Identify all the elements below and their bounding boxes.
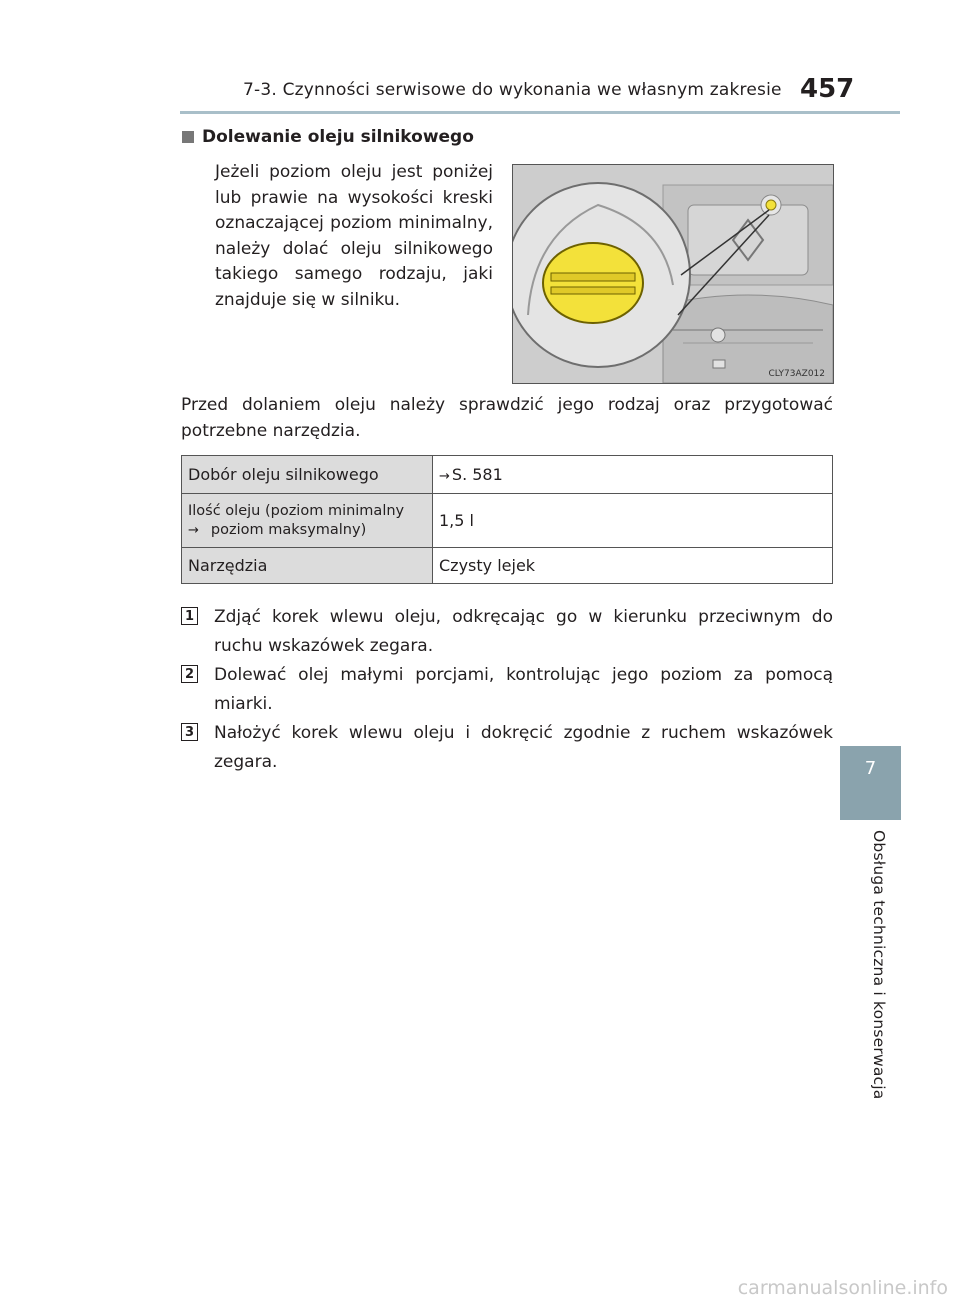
table-cell-value: 1,5 l	[433, 494, 833, 548]
step-number-badge: 2	[181, 665, 198, 683]
step-number-badge: 3	[181, 723, 198, 741]
figure-code: CLY73AZ012	[768, 369, 825, 379]
step-text: Nałożyć korek wlewu oleju i dokręcić zgodnie z ruchem wskazówek zegara.	[214, 723, 833, 772]
page-number: 457	[800, 74, 855, 104]
step-text: Dolewać olej małymi porcjami, kontrolując jego poziom za pomocą miarki.	[214, 665, 833, 714]
table-row	[182, 548, 833, 584]
table-cell-label: Narzędzia	[182, 548, 433, 584]
step-item	[181, 661, 833, 719]
section-heading	[182, 127, 474, 147]
engine-oil-cap-figure	[512, 164, 834, 384]
step-number-badge: 1	[181, 607, 198, 625]
watermark: carmanualsonline.info	[737, 1277, 948, 1299]
table-cell-value	[433, 456, 833, 494]
arrow-icon: →	[439, 469, 450, 484]
table-cell-label	[182, 494, 433, 548]
step-text: Zdjąć korek wlewu oleju, odkręcając go w kierunku przeciwnym do ruchu wskazówek zegara.	[214, 607, 833, 656]
chapter-label: Obsługa techniczna i konserwacja	[870, 830, 888, 1100]
step-item	[181, 603, 833, 661]
table-cell-value: Czysty lejek	[433, 548, 833, 584]
running-header-title: 7-3. Czynności serwisowe do wykonania we własnym zakresie	[243, 80, 782, 100]
preparation-paragraph: Przed dolaniem oleju należy sprawdzić jego rodzaj oraz przygotować potrzebne narzędzia.	[181, 395, 833, 441]
chapter-number: 7	[864, 758, 877, 779]
header-rule	[180, 111, 900, 114]
page-reference-link[interactable]: S. 581	[451, 465, 503, 484]
table-cell-label: Dobór oleju silnikowego	[182, 456, 433, 494]
label-line: poziom maksymalny)	[210, 521, 367, 538]
label-line: Ilość oleju (poziom minimalny	[188, 502, 405, 519]
engine-illustration	[513, 165, 833, 383]
step-item	[181, 719, 833, 777]
section-heading-text: Dolewanie oleju silnikowego	[202, 127, 474, 147]
square-bullet-icon	[182, 131, 194, 143]
intro-text: Jeżeli poziom oleju jest poniżej lub prawie na wysokości kreski oznaczającej poziom minimalny, należy dolać oleju silnikowego takiego samego rodzaju, jaki znajduje się w silniku.	[215, 162, 493, 310]
table-row	[182, 456, 833, 494]
oil-spec-table	[181, 455, 833, 584]
arrow-icon: →	[188, 522, 199, 538]
chapter-tab	[840, 746, 901, 820]
table-row	[182, 494, 833, 548]
